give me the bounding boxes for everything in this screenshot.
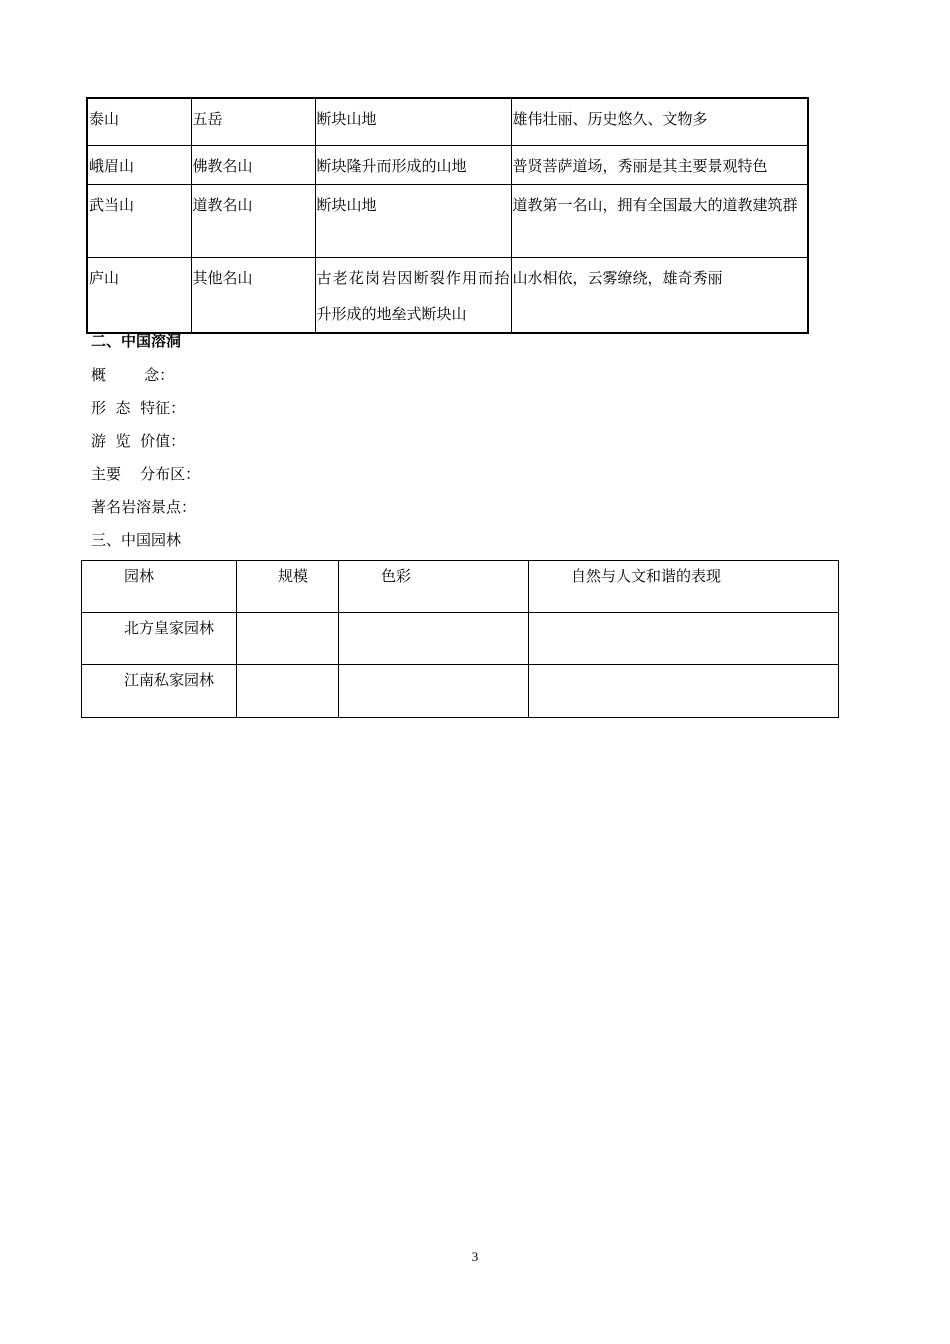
mountain-name-cell: 泰山: [87, 98, 191, 146]
karst-field-concept: 概 念：: [91, 366, 175, 384]
table-row: [82, 613, 839, 665]
mountain-features-cell: 雄伟壮丽、历史悠久、文物多: [511, 98, 808, 146]
mountain-name-cell: 武当山: [87, 185, 191, 258]
table-row: [87, 258, 808, 334]
column-header-garden: 园林: [82, 561, 237, 613]
mountain-category-cell: 五岳: [191, 98, 315, 146]
mountain-features-cell: 道教第一名山，拥有全国最大的道教建筑群: [511, 185, 808, 258]
mountain-name-cell: 峨眉山: [87, 146, 191, 185]
table-row: [87, 146, 808, 185]
karst-heading: 二、中国溶洞: [91, 332, 182, 350]
table-header-row: [82, 561, 839, 613]
mountain-features-cell: 普贤菩萨道场，秀丽是其主要景观特色: [511, 146, 808, 185]
karst-field-distribution: 主要 分布区：: [91, 465, 201, 483]
garden-color-cell[interactable]: [339, 665, 529, 718]
mountain-formation-cell: 断块山地: [315, 185, 511, 258]
garden-name-cell: 江南私家园林: [82, 665, 237, 718]
table-row: [87, 185, 808, 258]
garden-name-cell: 北方皇家园林: [82, 613, 237, 665]
garden-color-cell[interactable]: [339, 613, 529, 665]
gardens-table: [81, 560, 839, 718]
garden-scale-cell[interactable]: [237, 665, 339, 718]
mountain-formation-cell: 断块山地: [315, 98, 511, 146]
garden-scale-cell[interactable]: [237, 613, 339, 665]
mountain-category-cell: 道教名山: [191, 185, 315, 258]
karst-field-morphology: 形 态 特征：: [91, 399, 186, 417]
mountain-formation-cell: 古老花岗岩因断裂作用而抬升形成的地垒式断块山: [315, 258, 511, 334]
table-row: [82, 665, 839, 718]
mountain-features-cell: 山水相依，云雾缭绕，雄奇秀丽: [511, 258, 808, 334]
column-header-color: 色彩: [339, 561, 529, 613]
karst-field-tour-value: 游 览 价值：: [91, 432, 186, 450]
table-row: [87, 98, 808, 146]
column-header-scale: 规模: [237, 561, 339, 613]
page-number: 3: [471, 1249, 479, 1264]
mountain-name-cell: 庐山: [87, 258, 191, 334]
column-header-harmony: 自然与人文和谐的表现: [529, 561, 839, 613]
garden-heading: 三、中国园林: [91, 531, 182, 549]
mountain-category-cell: 佛教名山: [191, 146, 315, 185]
garden-harmony-cell[interactable]: [529, 665, 839, 718]
famous-mountains-table: [86, 97, 809, 334]
mountain-category-cell: 其他名山: [191, 258, 315, 334]
garden-harmony-cell[interactable]: [529, 613, 839, 665]
mountain-formation-cell: 断块隆升而形成的山地: [315, 146, 511, 185]
karst-field-famous-sites: 著名岩溶景点：: [91, 498, 197, 516]
